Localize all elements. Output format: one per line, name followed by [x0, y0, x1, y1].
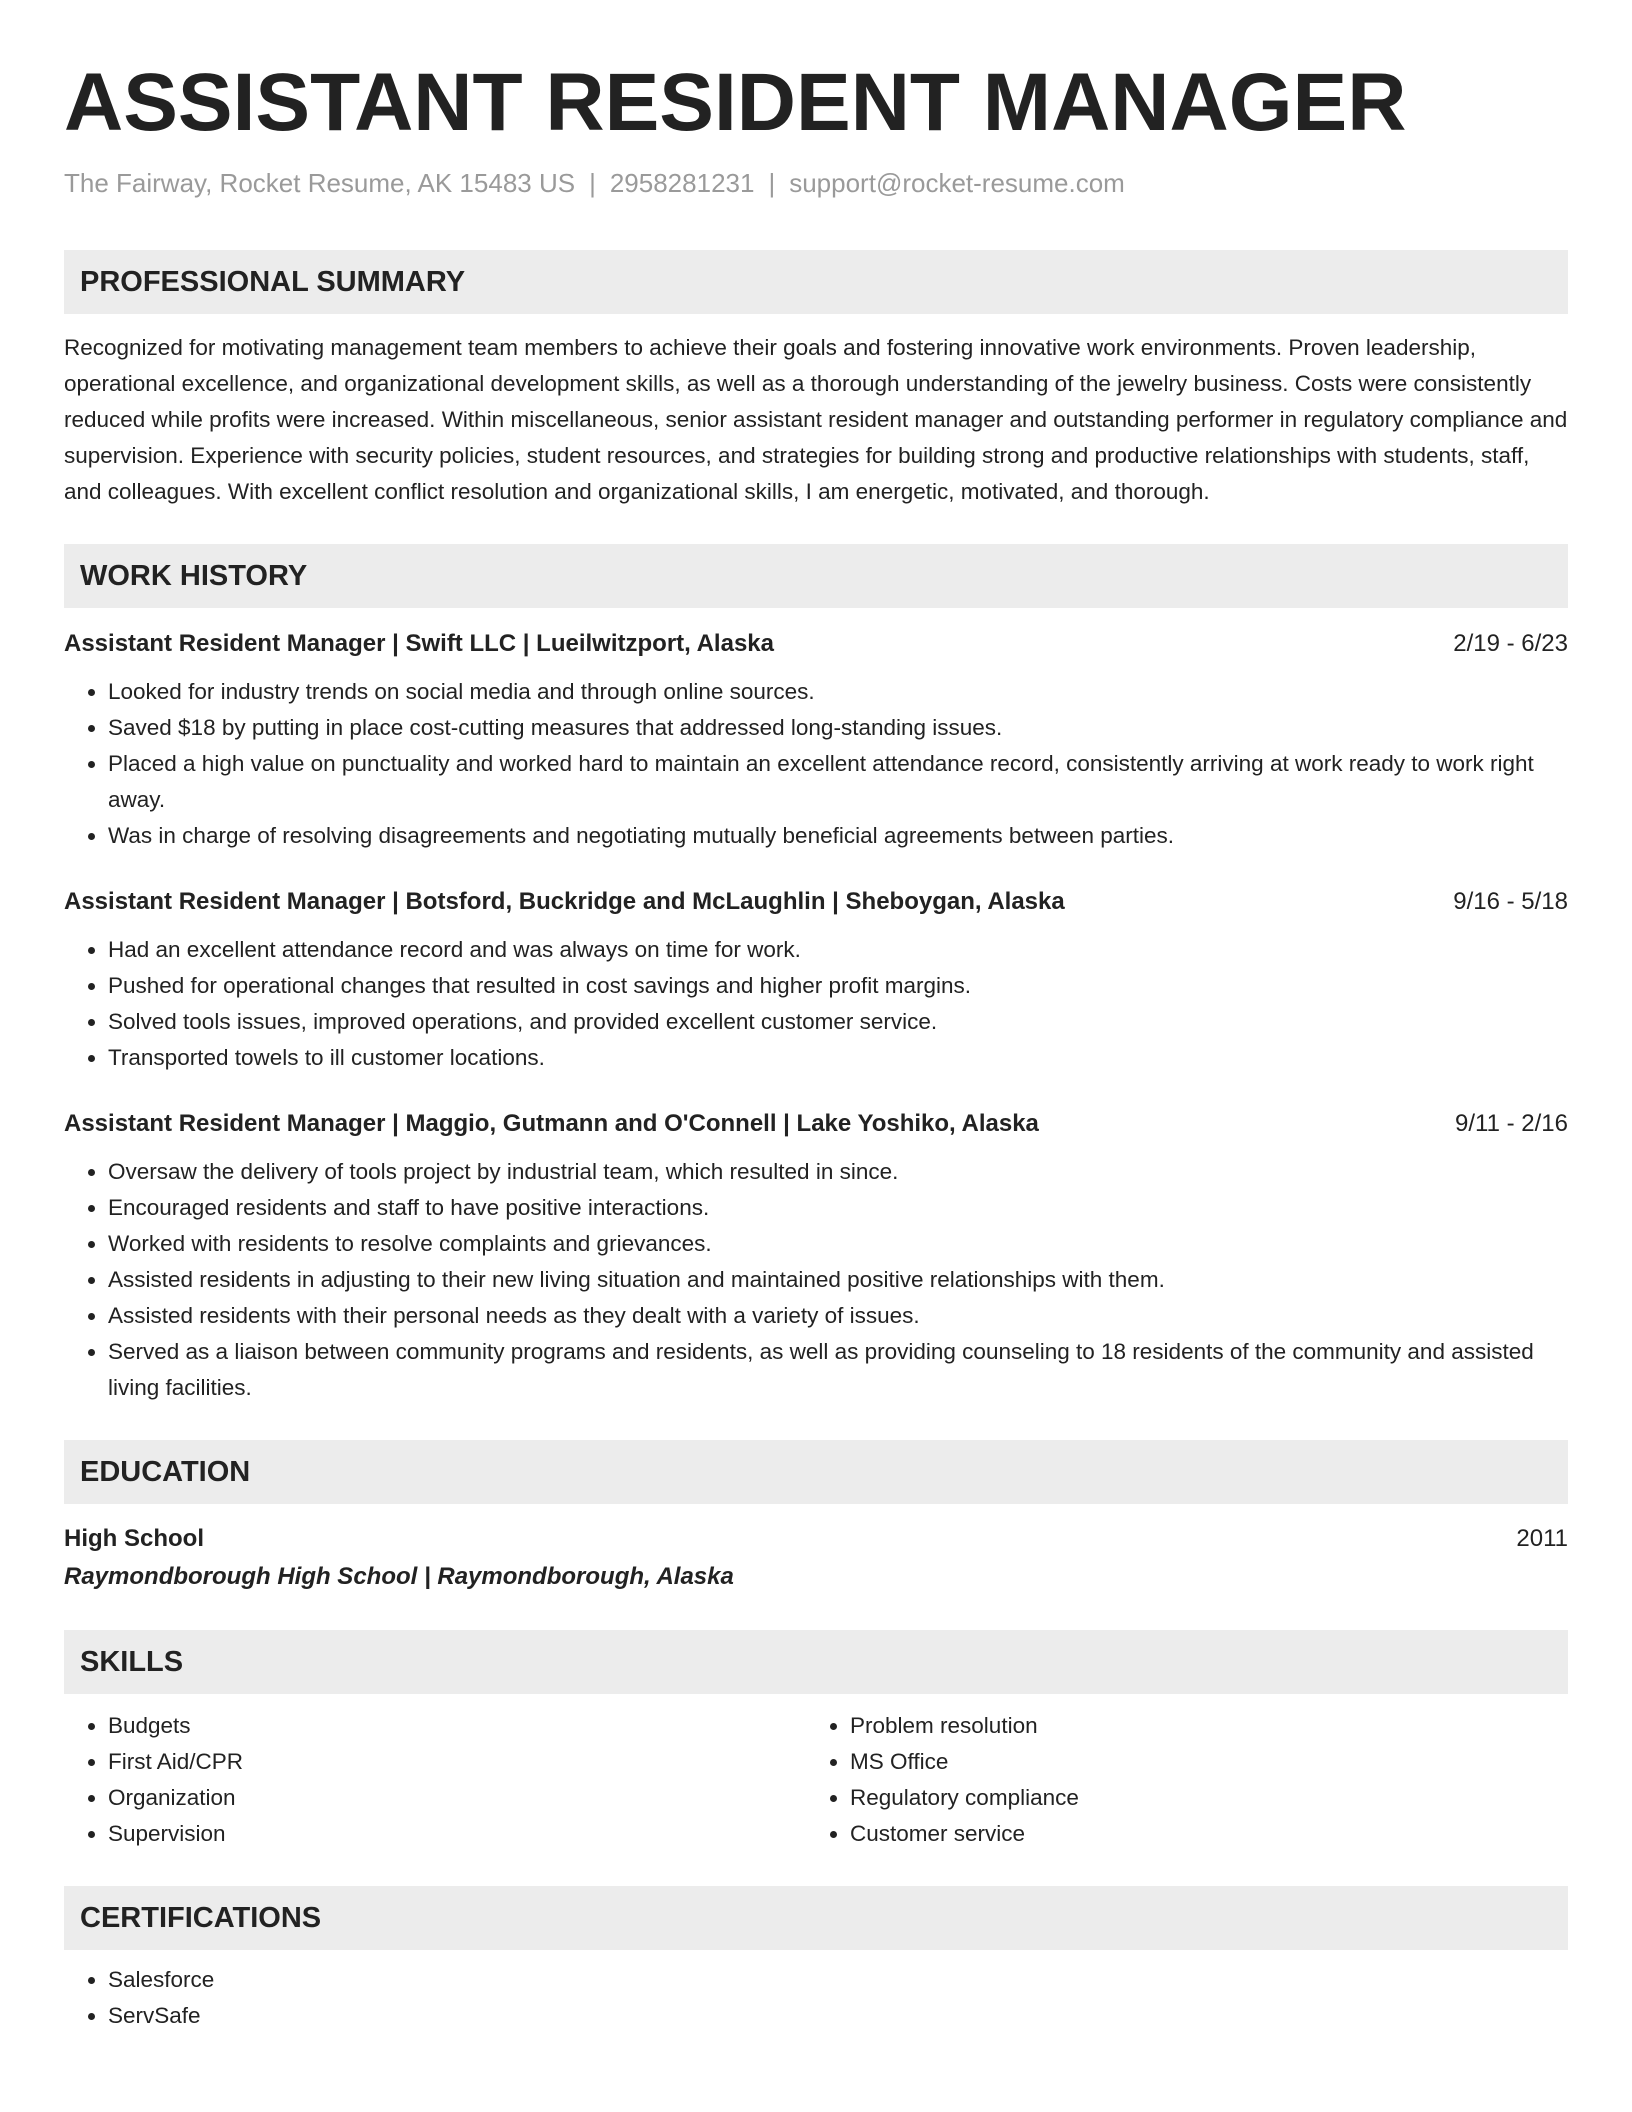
summary-heading: PROFESSIONAL SUMMARY [64, 250, 1568, 314]
contact-phone: 2958281231 [609, 168, 755, 198]
job-dates: 2/19 - 6/23 [1453, 630, 1568, 657]
job-bullet: • Assisted residents with their personal needs as they dealt with a variety of issues. [108, 1298, 1568, 1334]
job-entry [64, 1106, 1568, 1406]
job-dates: 9/16 - 5/18 [1453, 888, 1568, 915]
skill-item: • First Aid/CPR [108, 1744, 806, 1780]
certifications-list [64, 1962, 1568, 2034]
job-bullet: • Saved $18 by putting in place cost-cutting measures that addressed long-standing issues. [108, 710, 1568, 746]
job-bullet: • Encouraged residents and staff to have positive interactions. [108, 1190, 1568, 1226]
job-bullet: • Transported towels to ill customer locations. [108, 1040, 1568, 1076]
skill-item: • Regulatory compliance [850, 1780, 1548, 1816]
certification-item: • Salesforce [108, 1962, 1568, 1998]
education-entry [64, 1520, 1568, 1558]
job-bullet: • Solved tools issues, improved operations, and provided excellent customer service. [108, 1004, 1568, 1040]
job-bullet: • Served as a liaison between community programs and residents, as well as providing counseling to 18 residents of the community and assisted living facilities. [108, 1334, 1568, 1406]
job-title: Assistant Resident Manager | Botsford, Buckridge and McLaughlin | Sheboygan, Alaska [64, 888, 1065, 915]
job-bullets [64, 932, 1568, 1076]
skills-columns [64, 1708, 1568, 1852]
job-bullet: • Oversaw the delivery of tools project by industrial team, which resulted in since. [108, 1154, 1568, 1190]
education-year: 2011 [1516, 1525, 1568, 1552]
contact-line [64, 166, 1568, 200]
job-bullet: • Assisted residents in adjusting to their new living situation and maintained positive relationships with them. [108, 1262, 1568, 1298]
skill-item: • Organization [108, 1780, 806, 1816]
certifications-heading: CERTIFICATIONS [64, 1886, 1568, 1950]
skills-list-right [806, 1708, 1548, 1852]
education-school: Raymondborough High School | Raymondborough, Alaska [64, 1563, 734, 1590]
job-bullet: • Pushed for operational changes that resulted in cost savings and higher profit margins. [108, 968, 1568, 1004]
candidate-name: ASSISTANT RESIDENT MANAGER [64, 57, 1407, 148]
skill-item: • Budgets [108, 1708, 806, 1744]
education-heading: EDUCATION [64, 1440, 1568, 1504]
work-history-heading: WORK HISTORY [64, 544, 1568, 608]
certification-item: • ServSafe [108, 1998, 1568, 2034]
skill-item: • Supervision [108, 1816, 806, 1852]
skill-item: • Problem resolution [850, 1708, 1548, 1744]
job-bullet: • Placed a high value on punctuality and worked hard to maintain an excellent attendance record, consistently arriving at work ready to work right away. [108, 746, 1568, 818]
skill-item: • MS Office [850, 1744, 1548, 1780]
job-entry [64, 884, 1568, 1076]
contact-separator: | [589, 168, 596, 198]
job-title: Assistant Resident Manager | Swift LLC | Lueilwitzport, Alaska [64, 630, 774, 657]
job-bullet: • Was in charge of resolving disagreements and negotiating mutually beneficial agreements between parties. [108, 818, 1568, 854]
skills-heading: SKILLS [64, 1630, 1568, 1694]
job-title: Assistant Resident Manager | Maggio, Gutmann and O'Connell | Lake Yoshiko, Alaska [64, 1110, 1039, 1137]
summary-text: Recognized for motivating management team members to achieve their goals and fostering innovative work environments. Proven leadership, operational excellence, and organizational development skills, as well as a thorough understanding of the jewelry business. Costs were consistently reduced while profits were increased. Within miscellaneous, senior assistant resident manager and outstanding performer in regulatory compliance and supervision. Experience with security policies, student resources, and strategies for building strong and productive relationships with students, staff, and colleagues. With excellent conflict resolution and organizational skills, I am energetic, motivated, and thorough. [64, 335, 1568, 504]
contact-email: support@rocket-resume.com [789, 168, 1125, 198]
job-bullets [64, 674, 1568, 854]
skills-list-left [64, 1708, 806, 1852]
job-bullet: • Worked with residents to resolve complaints and grievances. [108, 1226, 1568, 1262]
job-dates: 9/11 - 2/16 [1455, 1110, 1568, 1137]
job-bullets [64, 1154, 1568, 1406]
job-bullet: • Looked for industry trends on social media and through online sources. [108, 674, 1568, 710]
education-degree: High School [64, 1525, 204, 1552]
contact-address: The Fairway, Rocket Resume, AK 15483 US [64, 168, 576, 198]
job-bullet: • Had an excellent attendance record and was always on time for work. [108, 932, 1568, 968]
skill-item: • Customer service [850, 1816, 1548, 1852]
contact-separator: | [768, 168, 776, 198]
resume-page [64, 0, 1568, 2034]
job-entry [64, 626, 1568, 854]
